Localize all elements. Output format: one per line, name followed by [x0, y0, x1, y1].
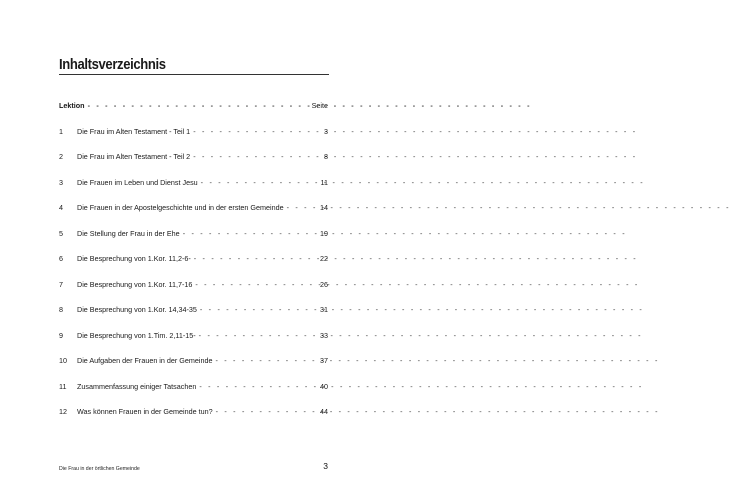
toc-entry[interactable]: [59, 381, 328, 407]
toc-entry-number: 2: [59, 152, 63, 161]
toc-entry-number: 7: [59, 279, 63, 289]
toc-entry-page: 37: [320, 356, 328, 365]
toc-entry-page: 40: [320, 381, 328, 391]
toc-entry-page: 11: [320, 177, 328, 187]
toc-entry-title: Die Besprechung von 1.Tim. 2,11-15-: [77, 330, 196, 340]
toc-entry-title: Die Stellung der Frau in der Ehe: [77, 228, 180, 238]
toc-entry-title: Die Frau im Alten Testament - Teil 1: [77, 126, 191, 136]
toc-entry-title: Die Besprechung von 1.Kor. 14,34-35: [77, 305, 197, 314]
toc-leader-dots: [193, 126, 315, 138]
toc-leader-dots: [183, 228, 315, 240]
title-divider: [59, 74, 329, 75]
toc-entry[interactable]: [59, 151, 328, 177]
toc-entry-page: 22: [320, 254, 328, 263]
toc-entry[interactable]: [59, 253, 328, 279]
toc-entry-number: 11: [59, 381, 67, 391]
toc-entry-title: Die Besprechung von 1.Kor. 11,7-16: [77, 279, 193, 289]
toc-header-label: Lektion: [59, 101, 85, 110]
toc-entry-number: 12: [59, 407, 67, 416]
toc-leader-dots: [195, 279, 315, 291]
toc-leader-dots: [287, 202, 315, 214]
toc-entry[interactable]: [59, 126, 328, 152]
toc-entry-title: Die Frauen im Leben und Dienst Jesu: [77, 177, 198, 187]
toc-entry-page: 44: [320, 407, 328, 416]
footer-document-title: Die Frau in der örtlichen Gemeinde: [59, 466, 140, 472]
toc-entry[interactable]: [59, 355, 328, 381]
toc-leader-dots: [215, 355, 315, 367]
toc-leader-dots: [201, 177, 315, 189]
page-title: Inhaltsverzeichnis: [59, 57, 166, 73]
toc-entry-number: 3: [59, 177, 63, 187]
toc-entry[interactable]: [59, 330, 328, 356]
toc-entry-page: 33: [320, 330, 328, 340]
toc-entry-page: 26: [320, 279, 328, 289]
toc-entry-title: Die Frau im Alten Testament - Teil 2: [77, 152, 191, 161]
toc-entry-number: 6: [59, 254, 63, 263]
toc-entry-title: Die Frauen in der Apostelgeschichte und in der ersten Gemeinde: [77, 203, 284, 212]
toc-entry[interactable]: [59, 228, 328, 254]
toc-entry-page: 19: [320, 228, 328, 238]
table-of-contents: [59, 100, 328, 432]
toc-entry[interactable]: [59, 177, 328, 203]
toc-entry-page: 3: [324, 126, 328, 136]
toc-leader-dots: [199, 381, 315, 393]
toc-entry[interactable]: [59, 406, 328, 432]
toc-leader-dots: [216, 406, 315, 418]
toc-entry-number: 10: [59, 356, 67, 365]
toc-entry-page: 31: [320, 305, 328, 314]
toc-entry-number: 1: [59, 126, 63, 136]
toc-leader-dots: [88, 100, 309, 112]
toc-entry-page: 8: [324, 152, 328, 161]
toc-leader-dots: [193, 151, 315, 163]
toc-leader-dots: [194, 253, 315, 265]
toc-entry-number: 4: [59, 203, 63, 212]
toc-entry-number: 9: [59, 330, 63, 340]
toc-entry-title: Was können Frauen in der Gemeinde tun?: [77, 407, 213, 416]
toc-entry[interactable]: [59, 202, 328, 228]
toc-entry-title: Die Aufgaben der Frauen in der Gemeinde: [77, 356, 213, 365]
toc-entry-title: Die Besprechung von 1.Kor. 11,2-6-: [77, 254, 191, 263]
toc-leader-dots: [199, 330, 315, 342]
toc-entry-number: 8: [59, 305, 63, 314]
toc-header-page-label: Seite: [311, 101, 328, 110]
toc-entry-title: Zusammenfassung einiger Tatsachen: [77, 381, 197, 391]
toc-entry[interactable]: [59, 279, 328, 305]
toc-header-row: [59, 100, 328, 126]
footer-page-number: 3: [323, 461, 328, 471]
toc-entry-number: 5: [59, 228, 63, 238]
toc-entry[interactable]: [59, 304, 328, 330]
toc-leader-dots: [200, 304, 315, 316]
toc-entry-page: 14: [320, 203, 328, 212]
